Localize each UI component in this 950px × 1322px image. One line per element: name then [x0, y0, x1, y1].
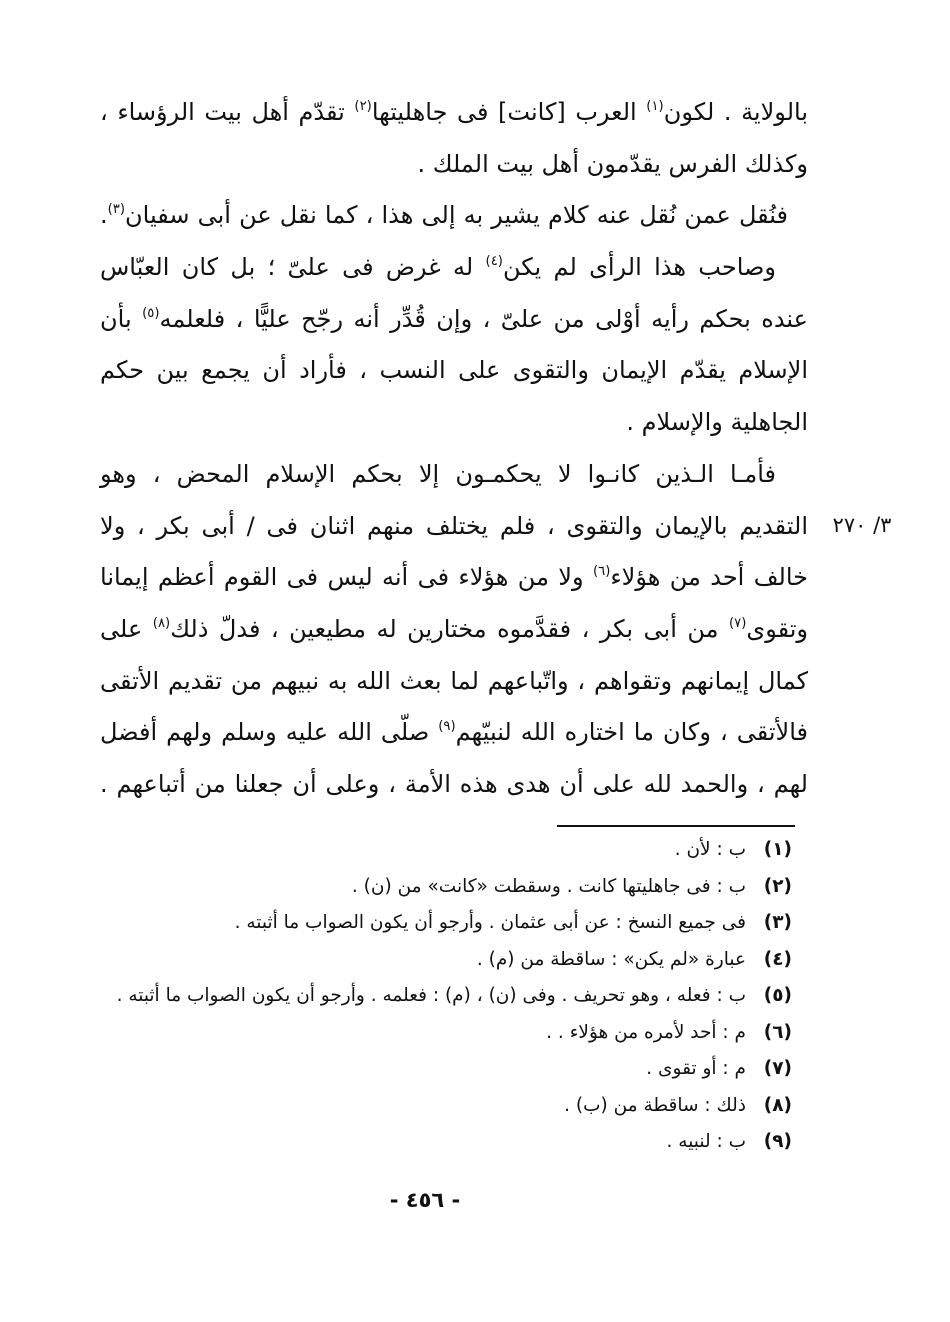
footnote-text: م : أحد لأمره من هؤلاء . . — [546, 1021, 746, 1043]
footnote-text: ب : لنبيه . — [666, 1131, 746, 1152]
text-segment: له غرض فى علىّ ؛ بل كان العبّاس — [100, 253, 474, 282]
footnote-text: فى جميع النسخ : عن أبى عثمان . وأرجو أن يكون الصواب ما أثبته . — [234, 912, 746, 933]
text-segment: وصاحب هذا الرأى لم يكن — [502, 253, 776, 282]
footnote-item — [100, 905, 792, 942]
footnote-marker: (٤) — [485, 254, 503, 270]
footnote-number: (٧) — [763, 1058, 792, 1079]
body-line — [100, 656, 808, 708]
footnote-number: (٨) — [763, 1094, 792, 1116]
footnote-number: (١) — [763, 839, 792, 860]
text-segment: التقديم بالإيمان والتقوى ، فلم يختلف منهم اثنان فى / أبى بكر ، ولا — [100, 511, 808, 540]
margin-page-reference: ٣/ ٢٧٠ — [832, 513, 892, 537]
footnote-text: ب : فى جاهليتها كانت . وسقطت «كانت» من (ن) . — [351, 875, 746, 897]
footnote-marker: (٢) — [354, 99, 372, 115]
footnote-item — [100, 978, 792, 1015]
text-segment: خالف أحد من هؤلاء — [610, 563, 809, 592]
text-segment: فنُقل عمن نُقل عنه كلام يشير به إلى هذا ، كما نقل عن أبى سفيان — [125, 201, 788, 230]
footnote-separator — [557, 825, 795, 827]
footnote-number: (٩) — [763, 1131, 792, 1152]
footnote-text: ب : فعله ، وهو تحريف . وفى (ن) ، (م) : فعلمه . وأرجو أن يكون الصواب ما أثبته . — [116, 985, 746, 1006]
footnote-text: ب : لأن . — [674, 839, 746, 860]
footnote-number: (٥) — [763, 985, 792, 1006]
body-line — [100, 604, 808, 656]
footnote-marker: (٥) — [142, 305, 160, 321]
footnote-number: (٦) — [763, 1021, 792, 1043]
body-line — [100, 449, 808, 501]
text-segment: . — [100, 201, 108, 230]
body-line — [100, 759, 808, 811]
footnote-text: م : أو تقوى . — [646, 1058, 746, 1079]
footnote-item — [100, 942, 792, 979]
text-segment: بأن — [100, 304, 132, 333]
text-segment: عنده بحكم رأيه أوْلى من علىّ ، وإن قُدِّر أنه رجّح عليًّا ، فلعلمه — [159, 304, 808, 333]
footnote-text: عبارة «لم يكن» : ساقطة من (م) . — [476, 948, 746, 970]
body-line — [100, 552, 808, 604]
footnote-marker: (١) — [646, 99, 664, 115]
text-segment: صلّى الله عليه وسلم ولهم أفضل — [100, 718, 430, 747]
body-text — [100, 87, 808, 811]
footnote-text: ذلك : ساقطة من (ب) . — [564, 1094, 746, 1116]
body-line — [100, 242, 808, 294]
text-segment: من أبى بكر ، فقدَّموه مختارين له مطيعين ، فدلّ ذلك — [170, 614, 719, 643]
footnote-marker: (٣) — [107, 202, 126, 218]
footnote-marker: (٨) — [152, 615, 171, 631]
footnote-item — [100, 1015, 792, 1052]
text-segment: بالولاية . لكون — [663, 98, 809, 126]
footnote-item — [100, 1088, 792, 1125]
body-line — [100, 345, 808, 397]
footnote-item — [100, 869, 792, 906]
footnote-item — [100, 1051, 792, 1088]
text-segment: لهم ، والحمد لله على أن هدى هذه الأمة ، وعلى أن جعلنا من أتباعهم . — [100, 769, 808, 798]
text-segment: وكذلك الفرس يقدّمون أهل بيت الملك . — [417, 149, 808, 178]
footnotes — [100, 832, 792, 1161]
footnote-item — [100, 832, 792, 869]
footnote-marker: (٦) — [592, 564, 611, 580]
body-line — [100, 190, 808, 242]
text-segment: العرب [كانت] فى جاهليتها — [371, 98, 637, 126]
body-line — [100, 87, 808, 139]
body-line — [100, 501, 808, 553]
page-number: - ٤٥٦ - — [389, 1188, 461, 1212]
text-segment: كمال إيمانهم وتقواهم ، واتّباعهم لما بعث الله به نبيهم من تقديم الأتقى — [100, 666, 808, 695]
footnote-number: (٣) — [763, 912, 792, 933]
footnote-marker: (٧) — [729, 615, 747, 631]
footnote-number: (٢) — [763, 875, 792, 897]
footnote-number: (٤) — [763, 948, 792, 970]
body-line — [100, 139, 808, 191]
text-segment: تقدّم أهل بيت الرؤساء ، — [100, 98, 345, 126]
text-segment: وتقوى — [746, 614, 808, 643]
text-segment: ولا من هؤلاء فى أنه ليس فى القوم أعظم إيمانا — [100, 563, 584, 592]
footnote-marker: (٩) — [438, 719, 456, 735]
body-line — [100, 294, 808, 346]
footnote-item — [100, 1124, 792, 1161]
text-segment: فالأتقى ، وكان ما اختاره الله لنبيّهم — [455, 718, 808, 747]
text-segment: الإسلام يقدّم الإيمان والتقوى على النسب ، فأراد أن يجمع بين حكم — [100, 356, 808, 385]
text-segment: فأمـا الـذين كانـوا لا يحكمـون إلا بحكم الإسلام المحض ، وهو — [100, 459, 776, 488]
body-line — [100, 707, 808, 759]
text-segment: على — [100, 614, 143, 643]
text-segment: الجاهلية والإسلام . — [626, 408, 808, 437]
body-line — [100, 397, 808, 449]
